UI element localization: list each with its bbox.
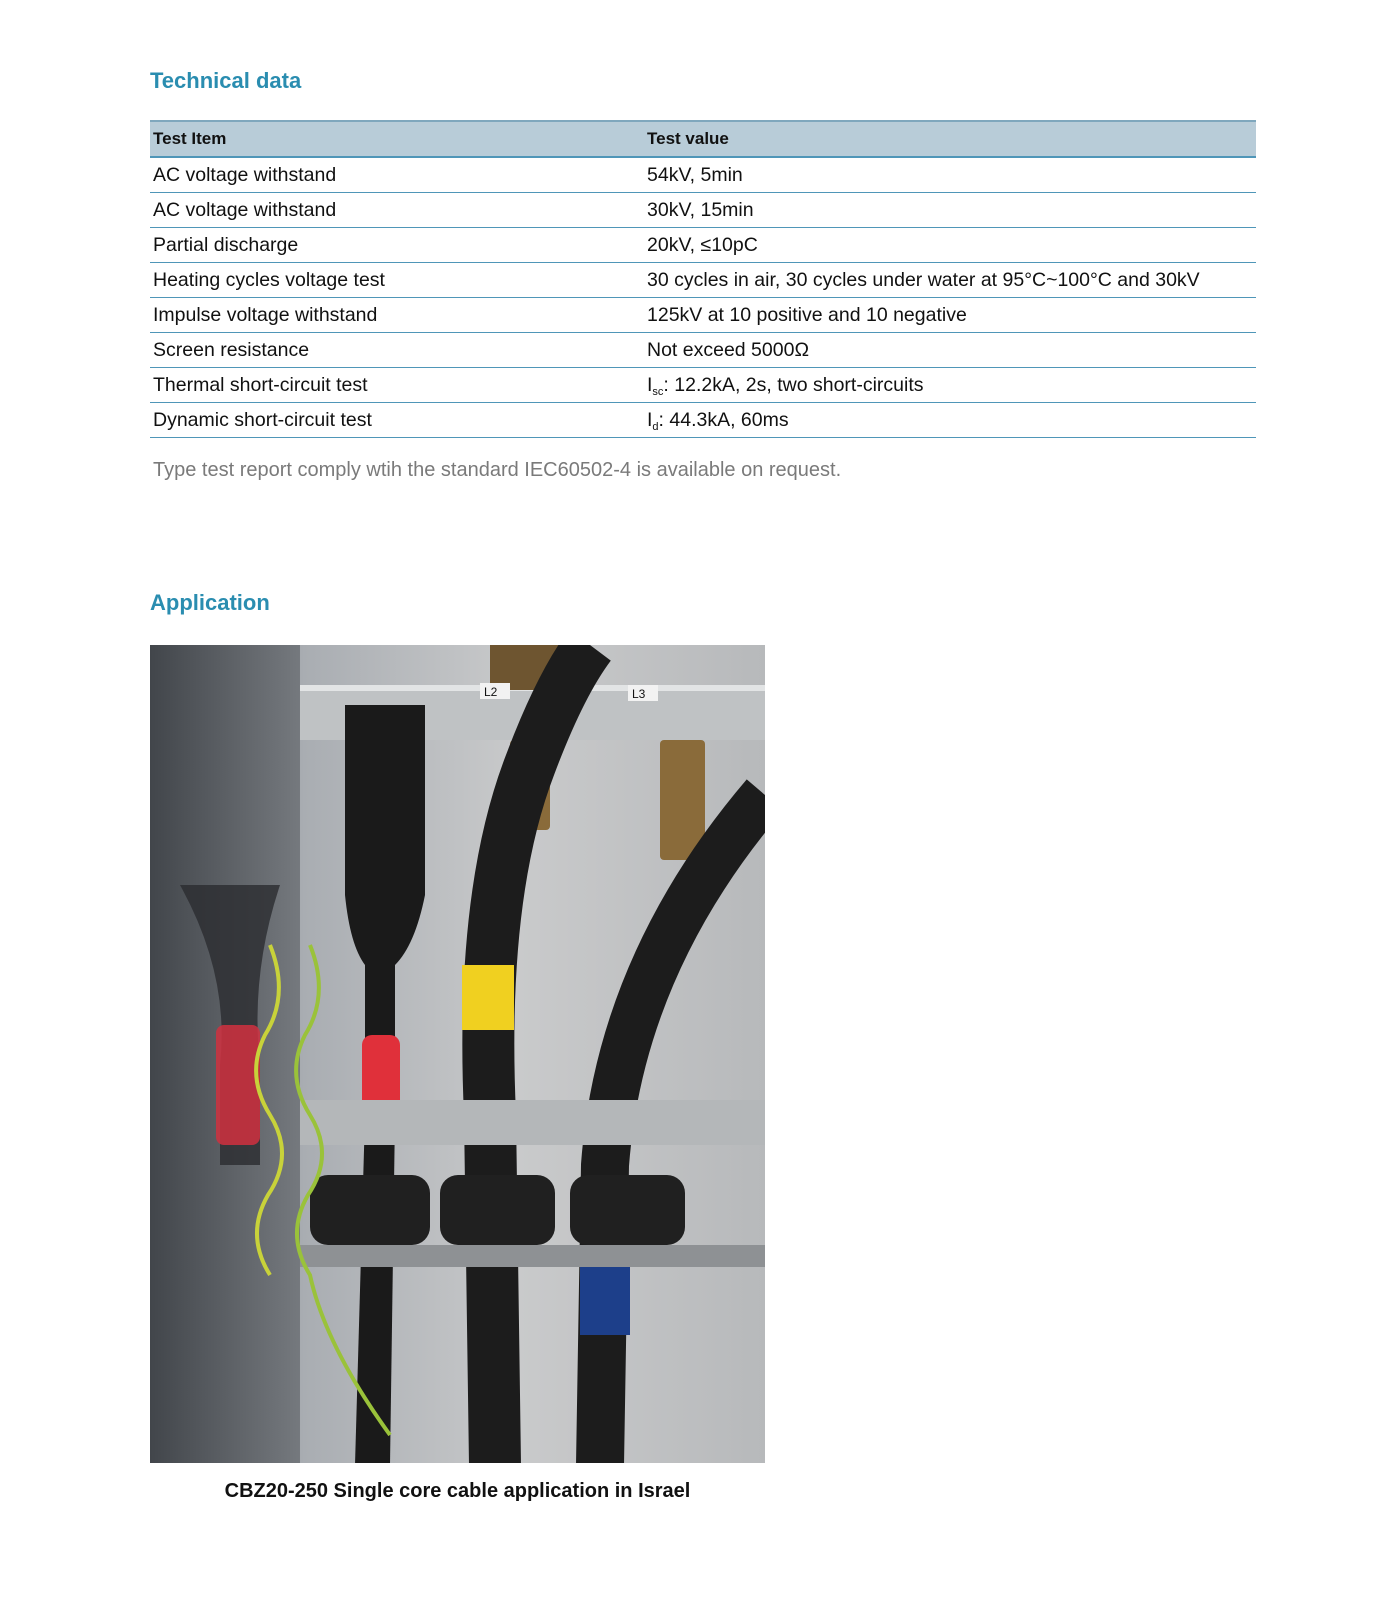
value-symbol: I [647, 373, 653, 396]
table-row [150, 157, 1256, 193]
test-item-cell: AC voltage withstand [150, 193, 644, 228]
test-value-cell: Not exceed 5000Ω [644, 333, 1256, 368]
technical-data-table [150, 120, 1256, 438]
table-row [150, 228, 1256, 263]
phase-label-l2: L2 [484, 685, 498, 699]
test-item-cell: AC voltage withstand [150, 157, 644, 193]
table-row [150, 263, 1256, 298]
test-item-cell: Partial discharge [150, 228, 644, 263]
test-value-cell: 20kV, ≤10pC [644, 228, 1256, 263]
test-item-cell: Thermal short-circuit test [150, 368, 644, 403]
application-heading: Application [150, 590, 270, 615]
test-value-cell [644, 368, 1256, 403]
test-value-cell: 30kV, 15min [644, 193, 1256, 228]
test-value-cell [644, 403, 1256, 438]
test-value-cell: 30 cycles in air, 30 cycles under water at 95°C~100°C and 30kV [644, 263, 1256, 298]
test-value-cell: 125kV at 10 positive and 10 negative [644, 298, 1256, 333]
photo-caption: CBZ20-250 Single core cable application in Israel [224, 1480, 691, 1502]
test-value-cell: 54kV, 5min [644, 157, 1256, 193]
test-item-cell: Heating cycles voltage test [150, 263, 644, 298]
table-row [150, 193, 1256, 228]
technical-data-heading: Technical data [150, 68, 302, 93]
test-item-cell: Screen resistance [150, 333, 644, 368]
table-row [150, 368, 1256, 403]
value-symbol: I [647, 408, 653, 431]
column-header-test-value: Test value [644, 121, 1256, 157]
table-row [150, 298, 1256, 333]
type-test-note: Type test report comply wtih the standard IEC60502-4 is available on request. [153, 459, 842, 481]
value-text: : 44.3kA, 60ms [658, 408, 789, 431]
value-subscript: sc [652, 385, 664, 398]
test-item-cell: Dynamic short-circuit test [150, 403, 644, 438]
value-text: : 12.2kA, 2s, two short-circuits [663, 373, 924, 396]
table-header-row [150, 121, 1256, 157]
phase-label-l3: L3 [632, 687, 646, 701]
column-header-test-item: Test Item [150, 121, 644, 157]
table-row [150, 403, 1256, 438]
value-subscript: d [652, 420, 659, 433]
cable-application-photo [150, 645, 765, 1463]
test-item-cell: Impulse voltage withstand [150, 298, 644, 333]
table-row [150, 333, 1256, 368]
